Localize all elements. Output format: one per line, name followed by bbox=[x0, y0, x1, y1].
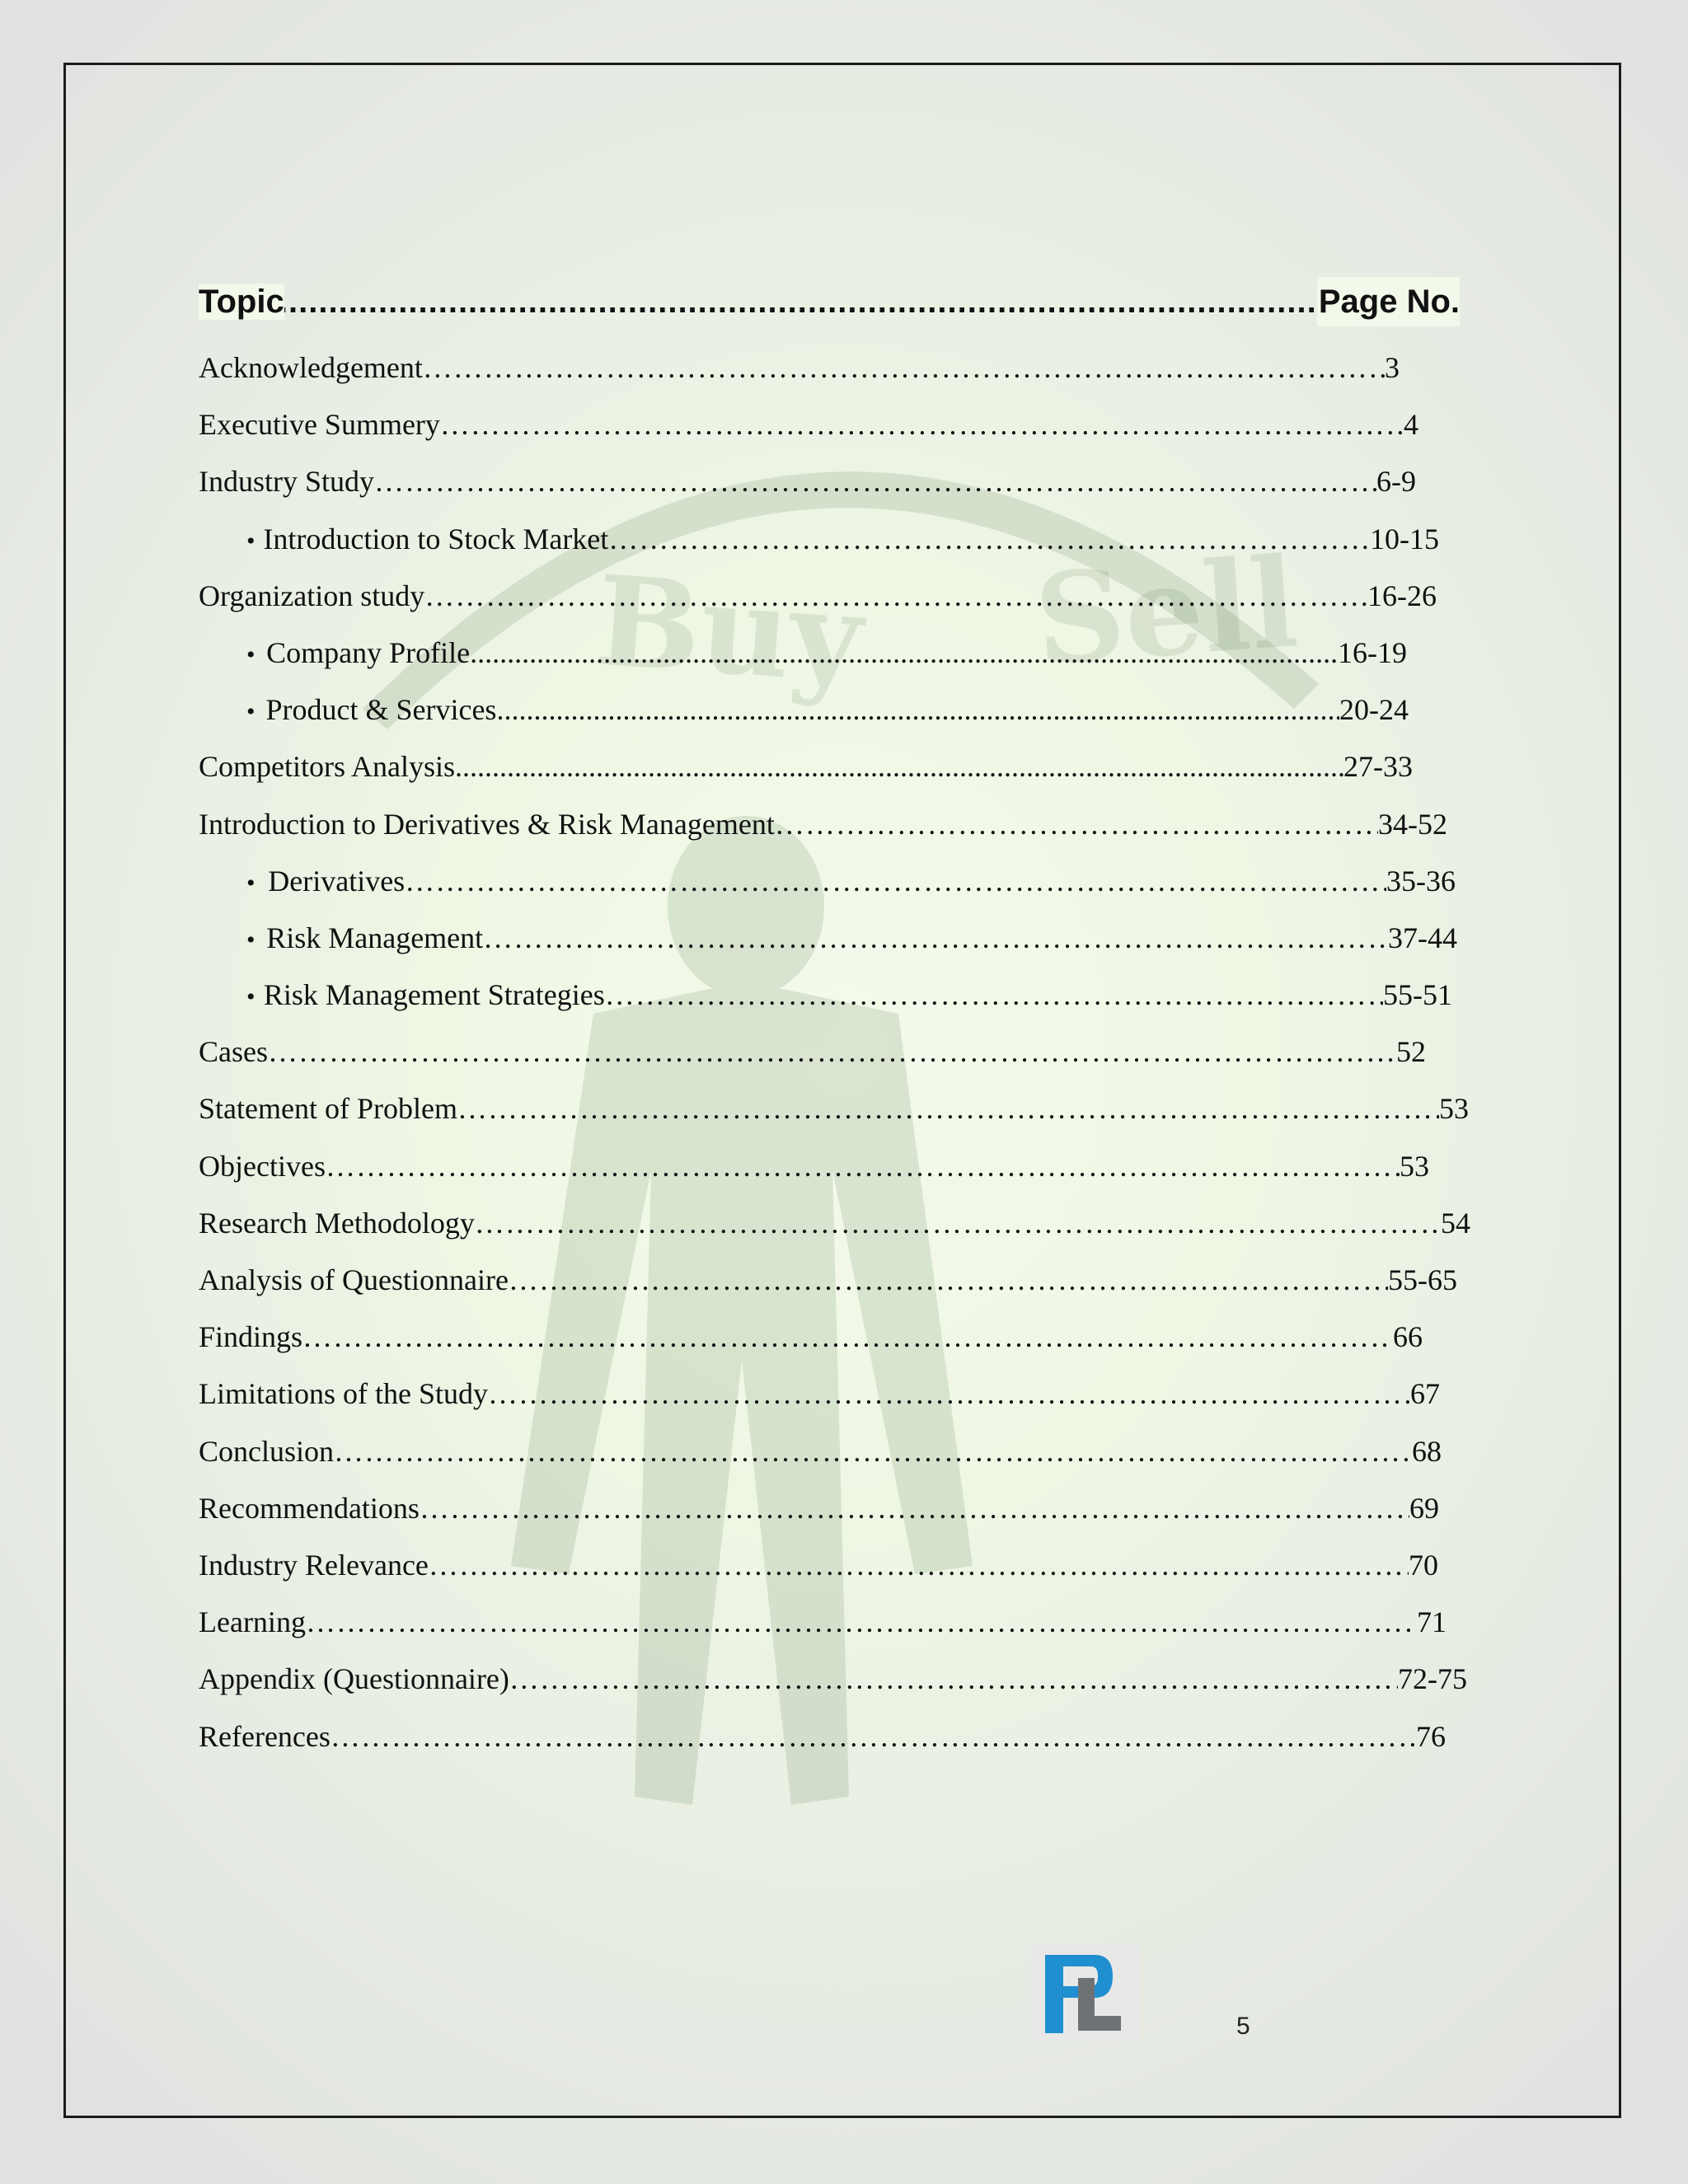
toc-entry bbox=[199, 568, 1468, 625]
bullet-icon: • bbox=[246, 640, 256, 668]
toc-entry-pages: 3 bbox=[1385, 351, 1400, 384]
leader-dots bbox=[423, 340, 1385, 396]
toc-entry-pages: 34-52 bbox=[1378, 807, 1447, 841]
toc-subentry bbox=[199, 682, 1468, 738]
toc-entry-pages: 69 bbox=[1409, 1491, 1439, 1525]
toc-entry bbox=[199, 1024, 1468, 1080]
toc-entry-pages: 71 bbox=[1417, 1605, 1447, 1639]
toc-entry-pages: 6-9 bbox=[1376, 465, 1416, 499]
toc-entry bbox=[199, 1138, 1468, 1195]
company-logo bbox=[1030, 1945, 1140, 2040]
leader-dots bbox=[488, 1366, 1410, 1422]
toc-entry-title: Introduction to Derivatives & Risk Management bbox=[199, 807, 775, 841]
leader-dots bbox=[608, 511, 1370, 568]
toc-entry bbox=[199, 1708, 1468, 1765]
watermark-buy-text: Buy bbox=[591, 548, 867, 712]
toc-entry-title: Limitations of the Study bbox=[199, 1377, 488, 1411]
toc-entry-title: Introduction to Stock Market bbox=[263, 522, 609, 555]
toc-entry-title: Recommendations bbox=[199, 1491, 420, 1525]
leader-dots bbox=[334, 1423, 1412, 1480]
toc-entry bbox=[199, 453, 1468, 510]
toc-subentry bbox=[199, 910, 1468, 967]
leader-dots bbox=[509, 1252, 1388, 1309]
toc-entry-pages: 37-44 bbox=[1388, 921, 1457, 954]
toc-entry-pages: 4 bbox=[1404, 408, 1418, 442]
toc-subentry bbox=[199, 511, 1468, 568]
leader-dots bbox=[509, 1651, 1398, 1708]
toc-entry-pages: 67 bbox=[1410, 1377, 1440, 1411]
toc-entry-title: Research Methodology bbox=[199, 1206, 475, 1240]
table-of-contents bbox=[199, 277, 1468, 1765]
toc-subentry bbox=[199, 625, 1468, 682]
bullet-icon: • bbox=[246, 527, 256, 555]
bullet-icon: • bbox=[246, 698, 256, 726]
toc-entry-pages: 53 bbox=[1400, 1149, 1429, 1183]
toc-entry-title: Cases bbox=[199, 1035, 268, 1069]
toc-entry-title: Conclusion bbox=[199, 1434, 335, 1468]
toc-entry-title: Competitors Analysis bbox=[199, 750, 456, 784]
leader-dots bbox=[302, 1309, 1393, 1366]
bullet-icon: • bbox=[246, 983, 256, 1011]
toc-entry bbox=[199, 1309, 1468, 1366]
toc-entry-pages: 16-19 bbox=[1338, 635, 1407, 669]
leader-dots bbox=[496, 682, 1339, 738]
toc-entry bbox=[199, 1252, 1468, 1309]
toc-entry-title: Product & Services bbox=[265, 693, 497, 727]
leader-dots bbox=[420, 1480, 1409, 1537]
toc-entry-pages: 27-33 bbox=[1343, 750, 1413, 784]
leader-dots bbox=[775, 796, 1378, 853]
toc-entry-pages: 52 bbox=[1396, 1035, 1426, 1069]
toc-entry-title: Objectives bbox=[199, 1149, 326, 1183]
toc-entry-pages: 55-51 bbox=[1383, 978, 1452, 1012]
toc-entry-title: Industry Relevance bbox=[199, 1548, 429, 1582]
toc-entry-title: Risk Management bbox=[266, 921, 484, 954]
toc-entry-title: Learning bbox=[199, 1605, 306, 1639]
toc-entry-title: Executive Summery bbox=[199, 408, 440, 442]
toc-entry-pages: 55-65 bbox=[1388, 1263, 1457, 1296]
toc-entry-pages: 66 bbox=[1393, 1320, 1423, 1354]
toc-subentry bbox=[199, 853, 1468, 910]
toc-entry-title: Acknowledgement bbox=[199, 351, 423, 384]
header-leader-dots bbox=[199, 277, 1460, 326]
leader-dots bbox=[470, 625, 1338, 682]
toc-entry-title: Analysis of Questionnaire bbox=[199, 1263, 509, 1296]
toc-entry bbox=[199, 396, 1468, 453]
toc-list bbox=[199, 340, 1468, 1765]
toc-header bbox=[199, 277, 1460, 326]
toc-entry-pages: 16-26 bbox=[1367, 579, 1437, 612]
leader-dots bbox=[306, 1594, 1417, 1651]
leader-dots bbox=[475, 1195, 1441, 1252]
toc-entry-pages: 72-75 bbox=[1398, 1662, 1467, 1696]
toc-entry-title: Risk Management Strategies bbox=[263, 978, 605, 1012]
toc-entry bbox=[199, 1366, 1468, 1422]
toc-entry bbox=[199, 1651, 1468, 1708]
toc-entry-pages: 70 bbox=[1409, 1548, 1438, 1582]
toc-subentry bbox=[199, 967, 1468, 1024]
toc-entry bbox=[199, 1480, 1468, 1537]
bullet-icon: • bbox=[246, 926, 256, 954]
toc-entry-pages: 76 bbox=[1416, 1719, 1446, 1753]
toc-entry bbox=[199, 1537, 1468, 1594]
toc-entry bbox=[199, 1195, 1468, 1252]
leader-dots bbox=[429, 1537, 1409, 1594]
toc-entry bbox=[199, 796, 1468, 853]
toc-entry-title: Appendix (Questionnaire) bbox=[199, 1662, 509, 1696]
toc-entry-title: References bbox=[199, 1719, 331, 1753]
leader-dots bbox=[455, 738, 1343, 795]
topic-heading: Topic bbox=[199, 284, 284, 320]
page-no-heading: Page No. bbox=[1317, 277, 1460, 326]
toc-entry bbox=[199, 738, 1468, 795]
toc-entry-title: Organization study bbox=[199, 579, 425, 612]
toc-entry-title: Company Profile bbox=[266, 635, 471, 669]
leader-dots bbox=[405, 853, 1386, 910]
leader-dots bbox=[457, 1080, 1439, 1137]
toc-entry bbox=[199, 1080, 1468, 1137]
toc-entry-pages: 54 bbox=[1441, 1206, 1470, 1240]
watermark-sell-text: Sell bbox=[1030, 530, 1302, 693]
leader-dots bbox=[605, 967, 1383, 1024]
page-number: 5 bbox=[1236, 2013, 1250, 2040]
toc-entry-title: Statement of Problem bbox=[199, 1092, 457, 1126]
toc-entry-title: Industry Study bbox=[199, 465, 375, 499]
bullet-icon: • bbox=[246, 869, 256, 897]
toc-entry bbox=[199, 1423, 1468, 1480]
leader-dots bbox=[268, 1024, 1396, 1080]
leader-dots bbox=[483, 910, 1388, 967]
leader-dots bbox=[326, 1138, 1400, 1195]
toc-entry bbox=[199, 1594, 1468, 1651]
toc-entry bbox=[199, 340, 1468, 396]
toc-entry-pages: 20-24 bbox=[1339, 693, 1409, 727]
leader-dots bbox=[331, 1708, 1416, 1765]
leader-dots bbox=[424, 568, 1367, 625]
toc-entry-pages: 53 bbox=[1439, 1092, 1469, 1126]
leader-dots bbox=[440, 396, 1404, 453]
toc-entry-title: Derivatives bbox=[268, 864, 406, 898]
toc-entry-pages: 35-36 bbox=[1386, 864, 1456, 898]
toc-entry-pages: 68 bbox=[1412, 1434, 1442, 1468]
toc-entry-pages: 10-15 bbox=[1370, 522, 1439, 555]
leader-dots bbox=[374, 453, 1376, 510]
toc-entry-title: Findings bbox=[199, 1320, 303, 1354]
